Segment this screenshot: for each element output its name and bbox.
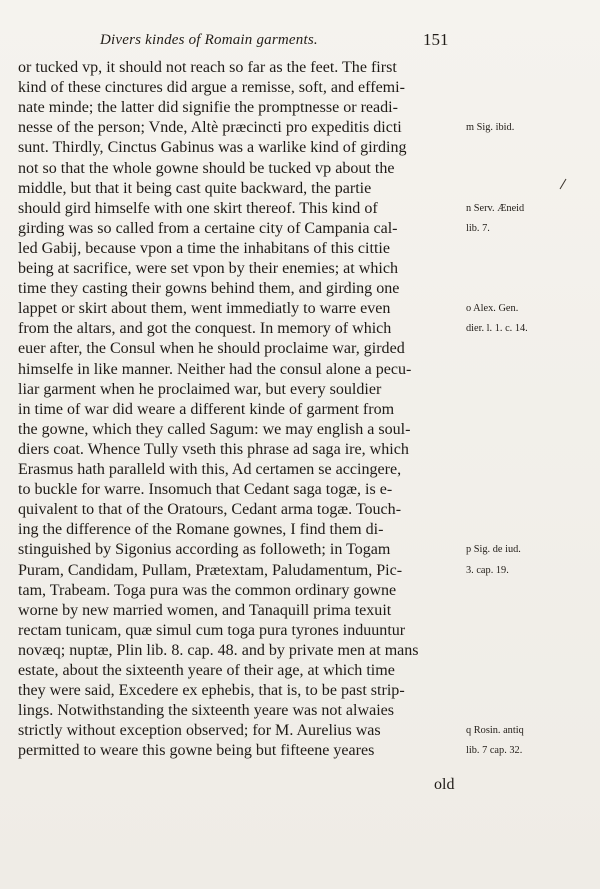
text-line: time they casting their gowns behind them, and girding one — [18, 279, 400, 298]
text-line: the gowne, which they called Sagum: we may english a soul- — [18, 419, 411, 438]
text-line: quivalent to that of the Oratours, Cedant arma togæ. Touch- — [18, 500, 402, 519]
page-number: 151 — [423, 30, 449, 49]
text-line: liar garment when he proclaimed war, but every souldier — [18, 379, 382, 398]
text-line: permitted to weare this gowne being but fifteene yeares — [18, 741, 375, 760]
text-line: led Gabij, because vpon a time the inhabitans of this cittie — [18, 238, 390, 257]
text-line: himselfe in like manner. Neither had the consul alone a pecu- — [18, 359, 412, 378]
text-line: middle, but that it being cast quite backward, the partie — [18, 178, 372, 197]
text-line: strictly without exception observed; for M. Aurelius was — [18, 721, 381, 740]
text-line: Erasmus hath paralleld with this, Ad certamen se accingere, — [18, 460, 402, 478]
text-line: diers coat. Whence Tully vseth this phrase ad saga ire, which — [18, 439, 409, 458]
page-header — [0, 28, 600, 54]
text-line: rectam tunicam, quæ simul cum toga pura tyrones induuntur — [18, 620, 406, 639]
text-line: nesse of the person; Vnde, Altè præcincti pro expeditis dicti — [18, 118, 402, 137]
main-text — [0, 57, 600, 797]
margin-note: lib. 7. — [466, 222, 490, 234]
text-line: being at sacrifice, were set vpon by their enemies; at which — [18, 259, 398, 277]
margin-note: p Sig. de iud. — [466, 544, 521, 556]
text-line: euer after, the Consul when he should proclaime war, girded — [18, 339, 405, 358]
text-line: sunt. Thirdly, Cinctus Gabinus was a warlike kind of girding — [18, 138, 407, 157]
text-line: they were said, Excedere ex ephebis, that is, to be past strip- — [18, 681, 405, 700]
text-line: not so that the whole gowne should be tucked vp about the — [18, 158, 395, 177]
text-line: estate, about the sixteenth yeare of their age, at which time — [18, 661, 395, 679]
text-line: lappet or skirt about them, went immediatly to warre even — [18, 299, 391, 318]
text-line: worne by new married women, and Tanaquill prima texuit — [18, 600, 392, 619]
text-line: to buckle for warre. Insomuch that Cedant saga togæ, is e- — [18, 480, 393, 499]
text-line: in time of war did weare a different kinde of garment from — [18, 399, 395, 418]
margin-note: q Rosin. antiq — [466, 725, 524, 737]
catchword: old — [434, 776, 455, 793]
text-line: from the altars, and got the conquest. In memory of which — [18, 319, 392, 338]
running-head: Divers kindes of Romain garments. — [100, 32, 318, 48]
text-line: ing the difference of the Romane gownes, I find them di- — [18, 520, 384, 539]
text-line: should gird himselfe with one skirt thereof. This kind of — [18, 198, 378, 217]
text-line: tam, Trabeam. Toga pura was the common ordinary gowne — [18, 580, 397, 599]
text-line: novæq; nuptæ, Plin lib. 8. cap. 48. and by private men at mans — [18, 640, 419, 659]
printers-mark-icon — [558, 178, 568, 190]
text-line: stinguished by Sigonius according as followeth; in Togam — [18, 540, 391, 559]
text-line: or tucked vp, it should not reach so far as the feet. The first — [18, 58, 397, 76]
text-line: lings. Notwithstanding the sixteenth yeare was not alwaies — [18, 701, 395, 720]
margin-note: n Serv. Æneid — [466, 202, 525, 214]
margin-note: lib. 7 cap. 32. — [466, 745, 523, 757]
text-line: kind of these cinctures did argue a remisse, soft, and effemi- — [18, 78, 405, 97]
margin-note: m Sig. ibid. — [466, 122, 515, 134]
text-line: girding was so called from a certaine city of Campania cal- — [18, 218, 398, 237]
margin-note: 3. cap. 19. — [466, 564, 509, 576]
text-line: Puram, Candidam, Pullam, Prætextam, Paludamentum, Pic- — [18, 560, 403, 579]
text-line: nate minde; the latter did signifie the promptnesse or readi- — [18, 98, 398, 117]
margin-note: o Alex. Gen. — [466, 303, 519, 315]
margin-note: dier. l. 1. c. 14. — [466, 323, 528, 335]
